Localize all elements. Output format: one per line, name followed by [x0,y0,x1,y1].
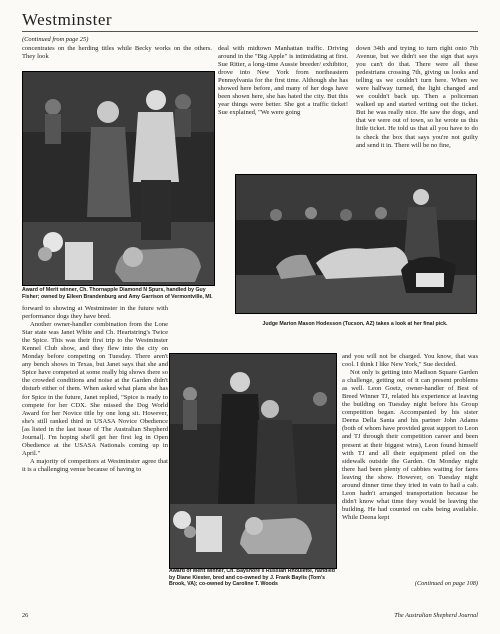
photo-image [170,354,336,568]
left-main-text [22,305,168,474]
photo-caption-3: Award of Merit winner, Ch. Bayshore's Russian Rhoulette, handled by Diane Kiester, bred and co-owned by J. Frank Baylis (Tom's Brook, VA); co-owned by Caroline T. Woods [169,568,335,588]
paragraph: down 34th and trying to turn right onto 7th Avenue, but we didn't see the sign that says you can't do that. There were all these pedestrians crossing 7th, giving us looks and telling us we couldn't turn here. When we were halfway turned, the light changed and we couldn't back up. Then a policeman walked up and started writing out the ticket. But he was really nice. He saw the dogs, and that we were out of town, so he wrote us this little ticket. He told us that all you have to do is check the box that says you're not guilty and send it in. There will be no fine, [356,45,478,149]
top-middle-text [218,45,348,117]
photo-caption-1: Award of Merit winner, Ch. Thornapple Diamond N Spurs, handled by Guy Fisher; owned by Eileen Brandenburg and Amy Garrison of Vermontville, MI. [22,287,213,300]
paragraph: Not only is getting into Madison Square Garden a challenge, getting out of it can present problems as well. Leon Goetz, owner-handler of Best of Breed Winner TJ, related his experience at leaving the building on Tuesday night before his Group competition began. Accompanied by his sister Deena Della Santa and his partner John Adams (both of whom have provided great support to Leon and TJ through their competition career and been present at their biggest wins), Leon found himself with TJ and all their equipment piled on the sidewalk outside the Garden. On Monday night there had been plenty of cabbies waiting for fares leaving the show. However, on Tuesday night around dinner time they tried in vain to hail a cab. Leon hadn't arranged transportation because he didn't know what time they would be leaving the building. He had counted on cabs being available. While Deena kept [342,369,478,521]
paragraph: and you will not be charged. You know, that was cool. I think I like New York," Sue decided. [342,353,478,369]
section-title: Westminster [22,10,113,29]
right-main-text [342,353,478,522]
journal-name: The Australian Shepherd Journal [394,612,478,619]
paragraph: concentrates on the herding titles while Becky works on the others. They look [22,45,212,61]
continued-from: (Continued from page 25) [22,36,89,43]
photo-award-merit-1 [22,71,215,286]
photo-image [236,175,476,313]
page-number: 26 [22,612,29,619]
photo-caption-2: Judge Marion Mason Hodesson (Tucson, AZ) takes a look at her final pick. [262,321,448,327]
continued-on: (Continued on page 108) [414,580,478,587]
photo-award-merit-2 [169,353,337,569]
paragraph: Another owner-handler combination from the Lone Star state was Janet White and Ch. Heartstring's Twice the Spice. This was their first trip to the Westminster Kennel Club show, and they flew into the city on Monday before competing on Tuesday. There aren't any bench shows in Texas, but Janet says that she and Spice have competed at some really big shows there so the crowded conditions and noise at the Garden didn't disturb either of them. When asked what plans she has for Spice in the future, Janet replied, "Spice is ready to compete for her CDX. She missed the Dog World Award for her Novice title by one long sit. However, she's still ranked third in USASA Novice Obedience [as listed in the last issue of The Australian Shepherd Journal]. I'm hoping she'll get her first leg in Open Obedience at the USASA Nationals coming up in April." [22,321,168,457]
top-right-text [356,45,478,150]
paragraph: forward to showing at Westminster in the future with performance dogs they have bred. [22,305,168,321]
paragraph: A majority of competitors at Westminster agree that it is a challenging venue because of having to [22,457,168,473]
title-rule [22,31,478,32]
top-left-text [22,45,212,61]
paragraph: deal with midtown Manhattan traffic. Driving around in the "Big Apple" is intimidating at first. Sue Ritter, a long-time Aussie breeder/ exhibitor, drove into New York from northeastern Pennsylvania for the first time. Although she has showed here before, and many of her dogs have been shown here, she has hated the city. But this year things were better. She got a traffic ticket! Sue explained, "We were going [218,45,348,117]
photo-image [23,72,214,285]
photo-judge [235,174,477,314]
